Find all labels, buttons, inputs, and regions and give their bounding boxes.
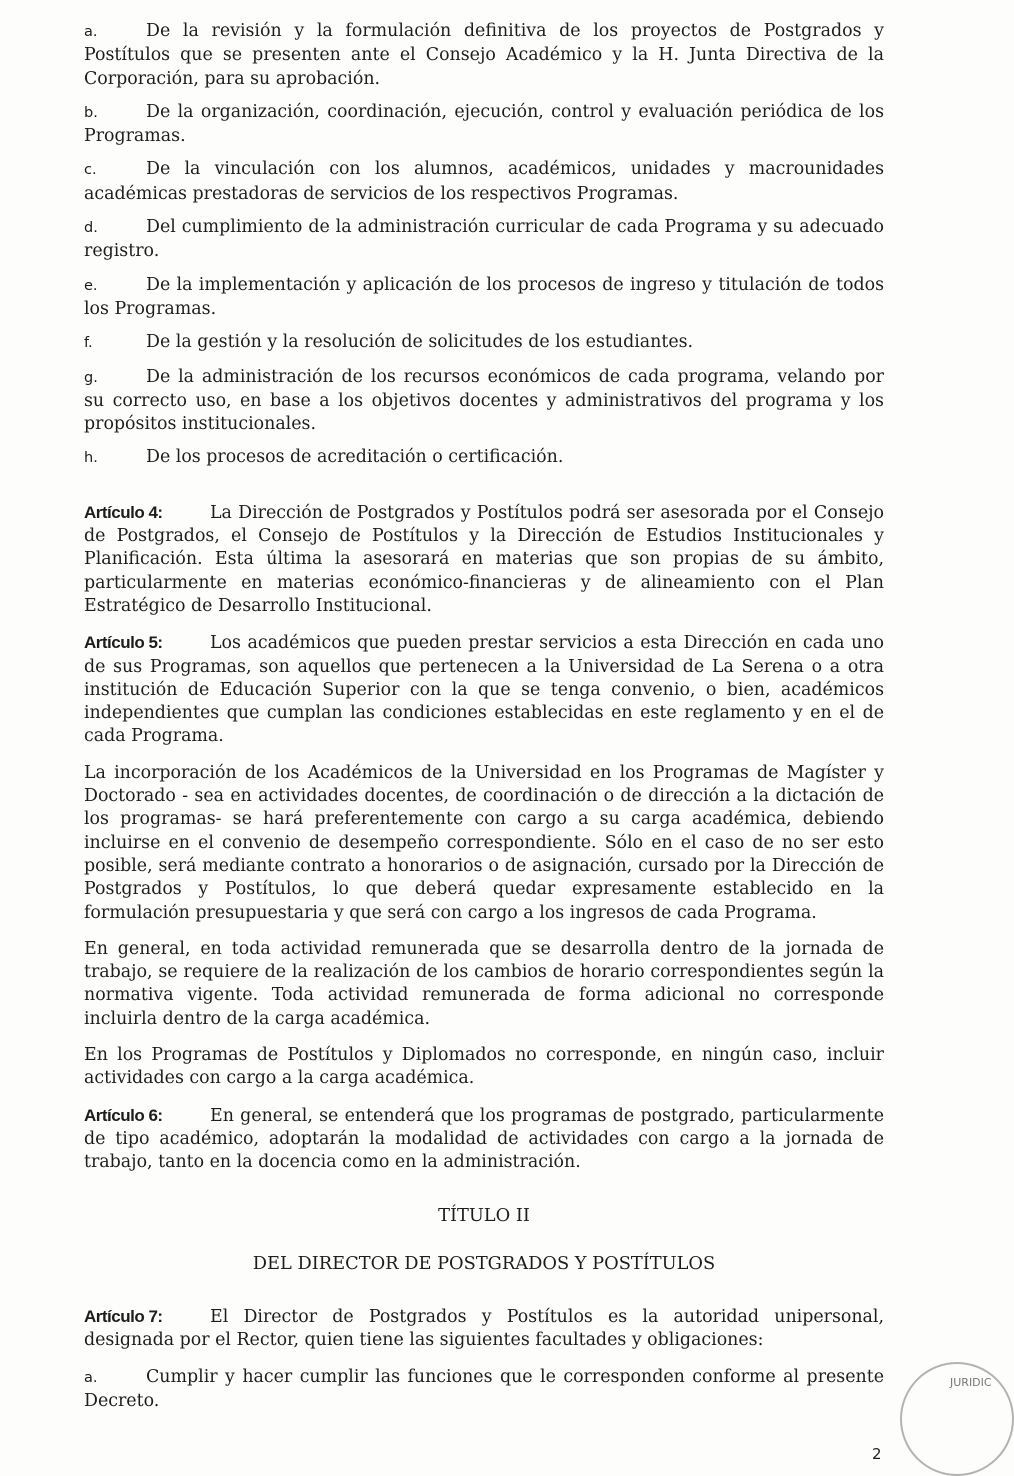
- article-5-paragraph: La incorporación de los Académicos de la Universidad en los Programas de Magíster y Doctorado - sea en actividades docentes, de coordinación o de dirección a la dictación de los programas- se hará preferentemente con cargo a su carga académica, debiendo incluirse en el convenio de desempeño correspondiente. Sólo en el caso de no ser esto posible, será mediante contrato a honorarios o de asignación, cursado por la Dirección de Postgrados y Postítulos, lo que deberá quedar expresamente establecido en la formulación presupuestaria y que será con cargo a los ingresos de cada Programa.: [84, 762, 884, 923]
- list-text: De los procesos de acreditación o certificación.: [146, 447, 564, 468]
- list-item: [84, 446, 884, 470]
- article-label: Artículo 7:: [84, 1307, 163, 1327]
- list-item: [84, 158, 884, 206]
- list-item: [84, 1366, 884, 1414]
- article-6: [84, 1104, 884, 1175]
- list-item: [84, 331, 884, 355]
- list-text: De la implementación y aplicación de los procesos de ingreso y titulación de todos los Programas.: [84, 274, 884, 319]
- article-7: [84, 1305, 884, 1353]
- list-item: [84, 274, 884, 322]
- list-text: Cumplir y hacer cumplir las funciones que le corresponden conforme al presente Decreto.: [84, 1366, 884, 1411]
- document-page: [84, 20, 884, 1423]
- section-subtitle: DEL DIRECTOR DE POSTGRADOS Y POSTÍTULOS: [252, 1252, 716, 1274]
- list-text: De la revisión y la formulación definitiva de los proyectos de Postgrados y Postítulos que se presenten ante el Consejo Académico y la H. Junta Directiva de la Corporación, para su aprobación.: [84, 21, 884, 89]
- article-label: Artículo 4:: [84, 502, 163, 522]
- article-5: [84, 631, 884, 748]
- list-item: [84, 216, 884, 264]
- article-5-paragraph: En general, en toda actividad remunerada que se desarrolla dentro de la jornada de trabajo, se requiere de la realización de los cambios de horario correspondientes según la normativa vigente. Toda actividad remunerada de forma adicional no corresponde incluirla dentro de la carga académica.: [84, 938, 884, 1029]
- article-text: La Dirección de Postgrados y Postítulos podrá ser asesorada por el Consejo de Postgrados, el Consejo de Postítulos y la Dirección de Estudios Institucionales y Planificación. Esta última la asesorará en materias que son propias de su ámbito, particularmente en materias económico-financieras y de alineamiento con el Plan Estratégico de Desarrollo Institucional.: [84, 502, 884, 616]
- list-text: De la vinculación con los alumnos, académicos, unidades y macrounidades académicas prestadoras de servicios de los respectivos Programas.: [84, 159, 884, 204]
- article-text: El Director de Postgrados y Postítulos es la autoridad unipersonal, designada por el Rector, quien tiene las siguientes facultades y obligaciones:: [84, 1307, 884, 1351]
- list-item: [84, 366, 884, 437]
- list-marker: f.: [84, 335, 93, 352]
- list-text: De la administración de los recursos económicos de cada programa, velando por su correcto uso, en base a los objetivos docentes y administrativos del programa y los propósitos institucionales.: [84, 366, 884, 435]
- list-item: [84, 20, 884, 91]
- list-responsibilities: [84, 20, 884, 471]
- page-number: 2: [872, 1445, 882, 1463]
- list-marker: h.: [84, 450, 98, 467]
- article-label: Artículo 6:: [84, 1105, 163, 1125]
- article-text: En general, se entenderá que los programas de postgrado, particularmente de tipo académico, adoptarán la modalidad de actividades con cargo a la jornada de trabajo, tanto en la docencia como en la administración.: [84, 1105, 884, 1173]
- seal-text: JURIDIC: [950, 1376, 992, 1389]
- list-marker: d.: [84, 220, 98, 237]
- list-text: De la gestión y la resolución de solicitudes de los estudiantes.: [146, 332, 694, 353]
- list-marker: a.: [84, 1369, 98, 1386]
- article-label: Artículo 5:: [84, 633, 163, 653]
- list-marker: g.: [84, 369, 98, 386]
- list-item: [84, 101, 884, 149]
- list-marker: c.: [84, 162, 97, 179]
- article-4: [84, 501, 884, 618]
- list-text: De la organización, coordinación, ejecución, control y evaluación periódica de los Programas.: [84, 101, 884, 147]
- article-5-paragraph: En los Programas de Postítulos y Diplomados no corresponde, en ningún caso, incluir actividades con cargo a la carga académica.: [84, 1044, 884, 1089]
- list-marker: e.: [84, 277, 98, 294]
- list-text: Del cumplimiento de la administración curricular de cada Programa y su adecuado registro.: [84, 217, 884, 262]
- article-text: Los académicos que pueden prestar servicios a esta Dirección en cada uno de sus Programas, son aquellos que pertenecen a la Universidad de La Serena o a otra institución de Educación Superior con la que se tenga convenio, o bien, académicos independientes que cumplan las condiciones establecidas en este reglamento y en el de cada Programa.: [84, 633, 884, 747]
- section-title: TÍTULO II: [438, 1205, 530, 1227]
- list-marker: a.: [84, 24, 98, 40]
- list-marker: b.: [84, 104, 98, 121]
